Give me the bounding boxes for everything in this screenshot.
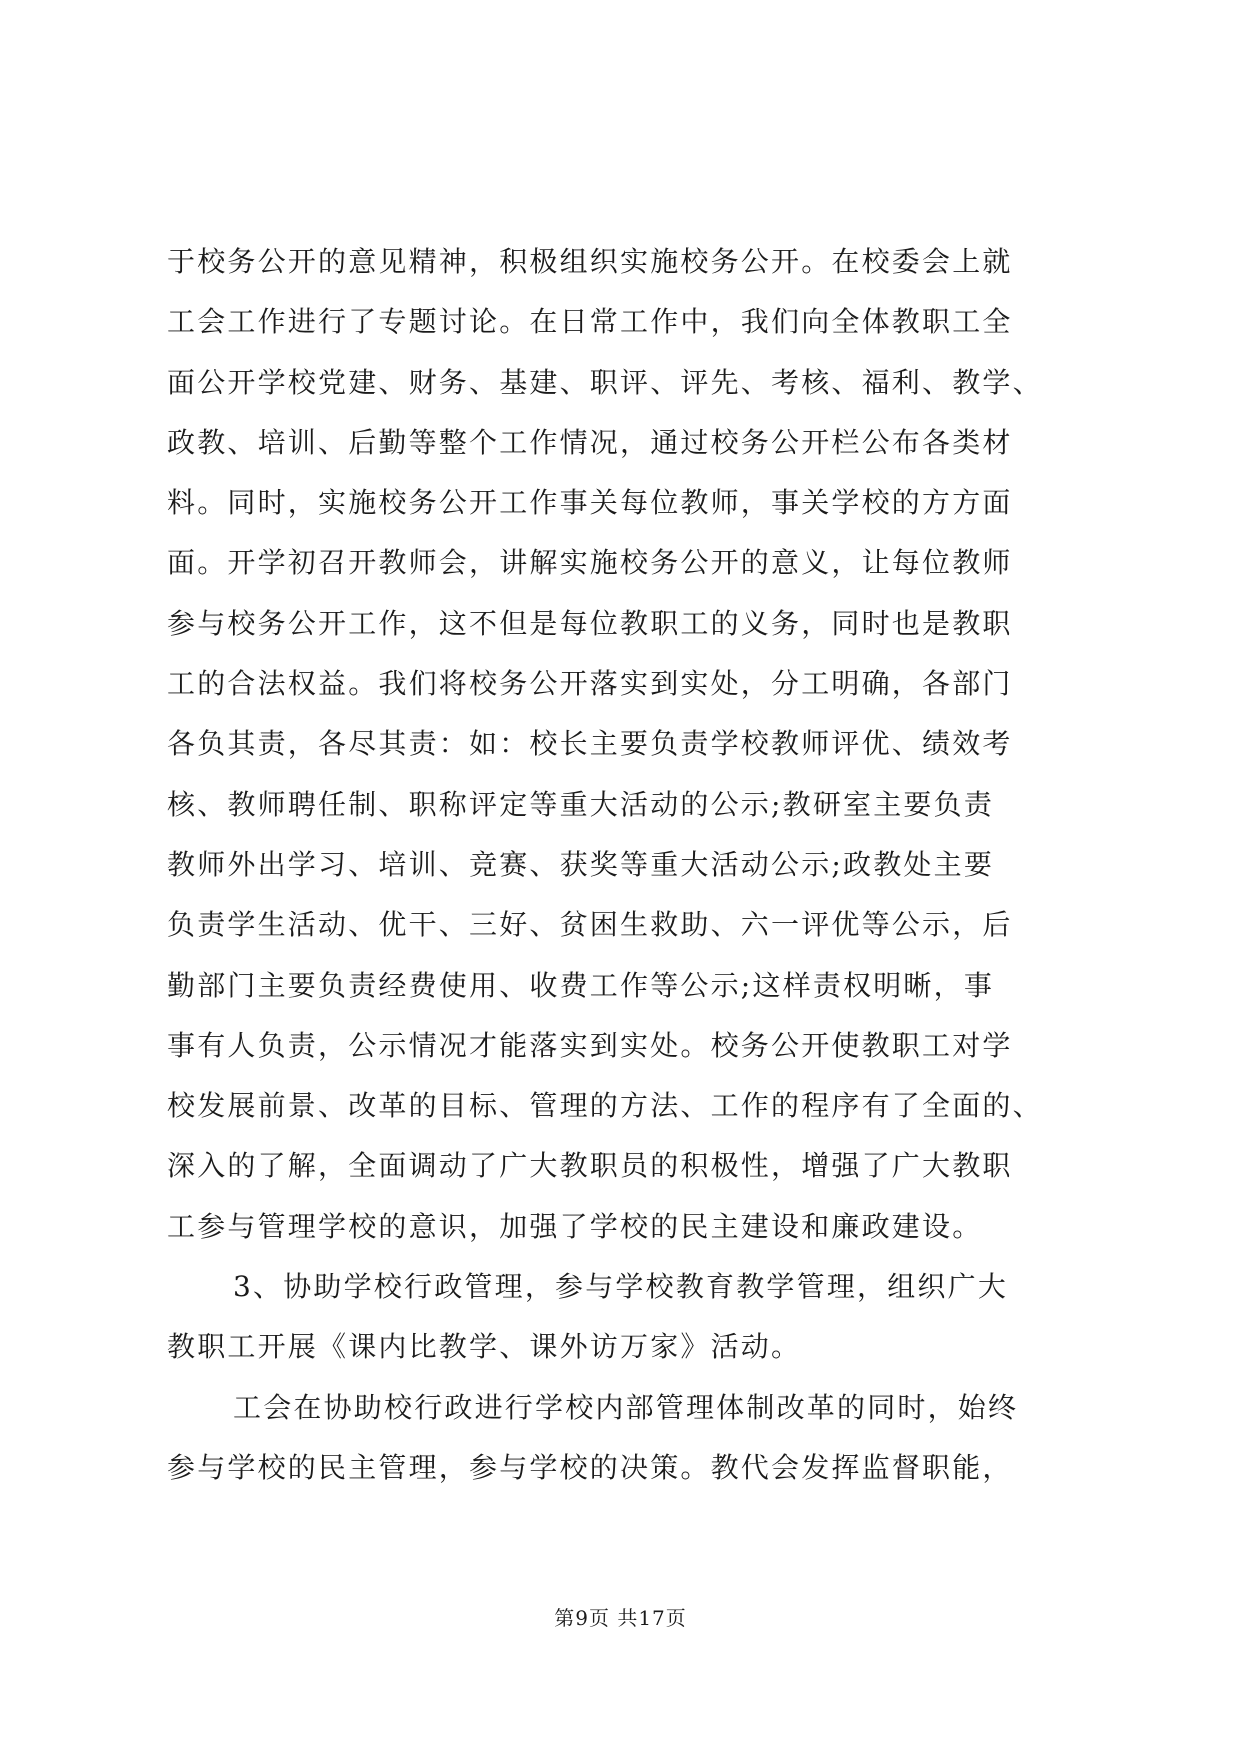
text-line: 教职工开展《课内比教学、课外访万家》活动。	[167, 1330, 802, 1364]
text-line: 工会工作进行了专题讨论。在日常工作中，我们向全体教职工全	[167, 305, 1013, 339]
text-line: 教师外出学习、培训、竞赛、获奖等重大活动公示;政教处主要	[167, 847, 995, 881]
text-line: 深入的了解，全面调动了广大教职员的积极性，增强了广大教职	[167, 1149, 1013, 1183]
section-heading-line: 3、协助学校行政管理，参与学校教育教学管理，组织广大	[233, 1270, 1009, 1304]
text-line: 工参与管理学校的意识，加强了学校的民主建设和廉政建设。	[167, 1209, 983, 1243]
text-line: 事有人负责，公示情况才能落实到实处。校务公开使教职工对学	[167, 1028, 1013, 1062]
text-line: 校发展前景、改革的目标、管理的方法、工作的程序有了全面的、	[167, 1089, 1043, 1123]
text-line: 面公开学校党建、财务、基建、职评、评先、考核、福利、教学、	[167, 365, 1043, 399]
body-text	[167, 232, 1107, 1498]
text-line: 工的合法权益。我们将校务公开落实到实处，分工明确，各部门	[167, 667, 1013, 701]
text-line: 料。同时，实施校务公开工作事关每位教师，事关学校的方方面	[167, 486, 1013, 520]
text-line: 于校务公开的意见精神，积极组织实施校务公开。在校委会上就	[167, 245, 1013, 278]
text-line: 负责学生活动、优干、三好、贫困生救助、六一评优等公示，后	[167, 908, 1013, 942]
text-line: 政教、培训、后勤等整个工作情况，通过校务公开栏公布各类材	[167, 425, 1013, 459]
text-line: 参与学校的民主管理，参与学校的决策。教代会发挥监督职能，	[167, 1450, 1013, 1484]
text-line: 核、教师聘任制、职称评定等重大活动的公示;教研室主要负责	[167, 787, 995, 821]
text-line: 各负其责，各尽其责：如：校长主要负责学校教师评优、绩效考	[167, 727, 1013, 761]
paragraph-start-line: 工会在协助校行政进行学校内部管理体制改革的同时，始终	[233, 1390, 1019, 1424]
text-line: 参与校务公开工作，这不但是每位教职工的义务，同时也是教职	[167, 606, 1013, 640]
text-line: 面。开学初召开教师会，讲解实施校务公开的意义，让每位教师	[167, 546, 1013, 580]
text-line: 勤部门主要负责经费使用、收费工作等公示;这样责权明晰，事	[167, 968, 995, 1002]
page-number-footer: 第9页 共17页	[554, 1606, 687, 1630]
